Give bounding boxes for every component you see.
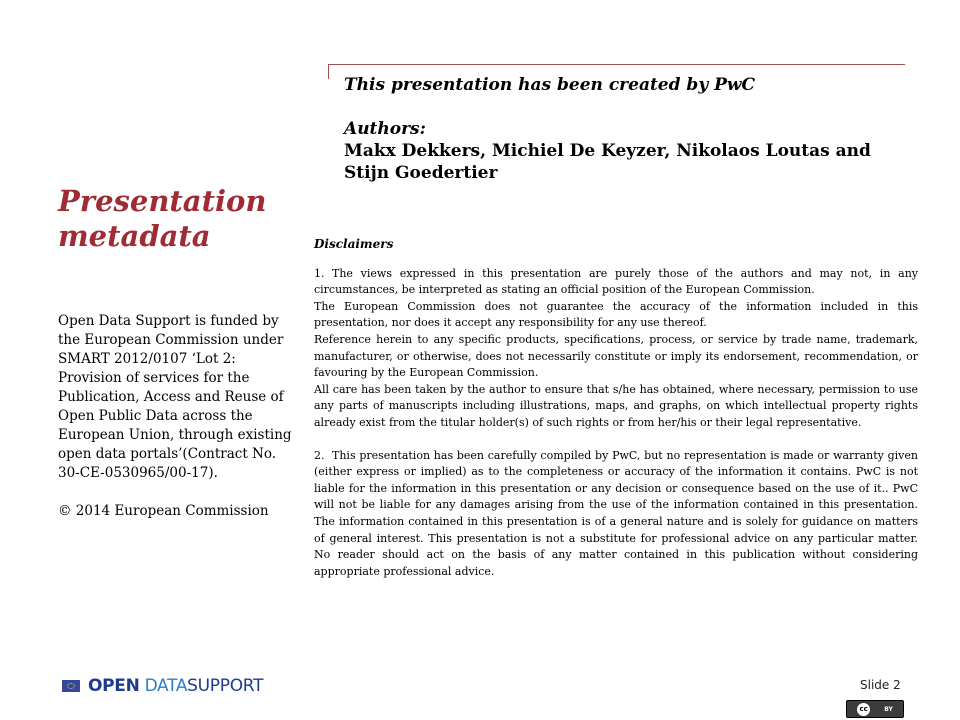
funding-text: Open Data Support is funded by the European Commission under SMART 2012/0107 ‘Lot 2: Provision of services for the Publication, Access and Reuse of Open Public Data across the European Union, through existing open data portals’(Contract No. 30-CE-0530965/00-17). [58,313,292,481]
by-label: BY [884,705,893,713]
slide-number: Slide 2 [860,678,901,692]
disclaimers-section [314,236,918,580]
slide-title [58,184,308,254]
disclaimer-text-2: This presentation has been carefully compiled by PwC, but no representation is made or warranty given (either express or implied) as to the completeness or accuracy of the information it contains. PwC is not liable for the information in this presentation or any decision or consequence based on the use of it.. PwC will not be liable for any damages arising from the use of the information contained in this presentation. The information contained in this presentation is of a general nature and is solely for guidance on matters of general interest. This presentation is not a substitute for professional advice on any particular matter. No reader should act on the basis of any matter contained in this publication without considering appropriate professional advice. [314,448,918,578]
disclaimer-spacer [314,432,918,448]
disclaimers-heading: Disclaimers [314,237,394,251]
authors-names: Makx Dekkers, Michiel De Keyzer, Nikolaos Loutas and Stijn Goedertier [344,141,871,183]
logo-support-text: SUPPORT [187,676,264,696]
disclaimer-number-1: 1. [314,266,325,280]
authors-label: Authors: [344,119,426,139]
disclaimer-paragraph-reference: Reference herein to any specific products, specifications, process, or service by trade name, trademark, manufacturer, or otherwise, does not necessarily constitute or imply its endorsement, recommendation, or favouring by the European Commission. [314,332,918,380]
cc-by-license-icon [846,700,904,718]
cc-icon: cc [857,703,870,716]
slide-title-line1: Presentation [58,184,267,218]
slide-title-line2: metadata [58,219,211,253]
funding-statement [58,312,294,521]
disclaimer-paragraph-permission: All care has been taken by the author to ensure that s/he has obtained, where necessary, permission to use any parts of manuscripts including illustrations, maps, and graphs, on which intellectual property rights already exist from the titular holder(s) of such rights or from her/his or their legal representative. [314,382,918,429]
created-by-text: This presentation has been created by PwC [344,75,756,95]
disclaimer-paragraph-accuracy: The European Commission does not guarantee the accuracy of the information included in this presentation, nor does it accept any responsibility for any use thereof. [314,299,918,330]
disclaimer-item-1 [314,266,918,299]
byline [344,74,914,184]
disclaimer-item-2 [314,448,918,581]
copyright-text: © 2014 European Commission [58,503,269,519]
disclaimer-text-1: The views expressed in this presentation are purely those of the authors and may not, in any circumstances, be interpreted as stating an official position of the European Commission. [314,266,918,297]
logo-open-text: OPEN [88,676,140,696]
logo-data-text: DATA [144,676,188,696]
open-data-support-logo [62,676,263,696]
eu-flag-icon [62,680,80,692]
disclaimer-number-2: 2. [314,448,325,462]
